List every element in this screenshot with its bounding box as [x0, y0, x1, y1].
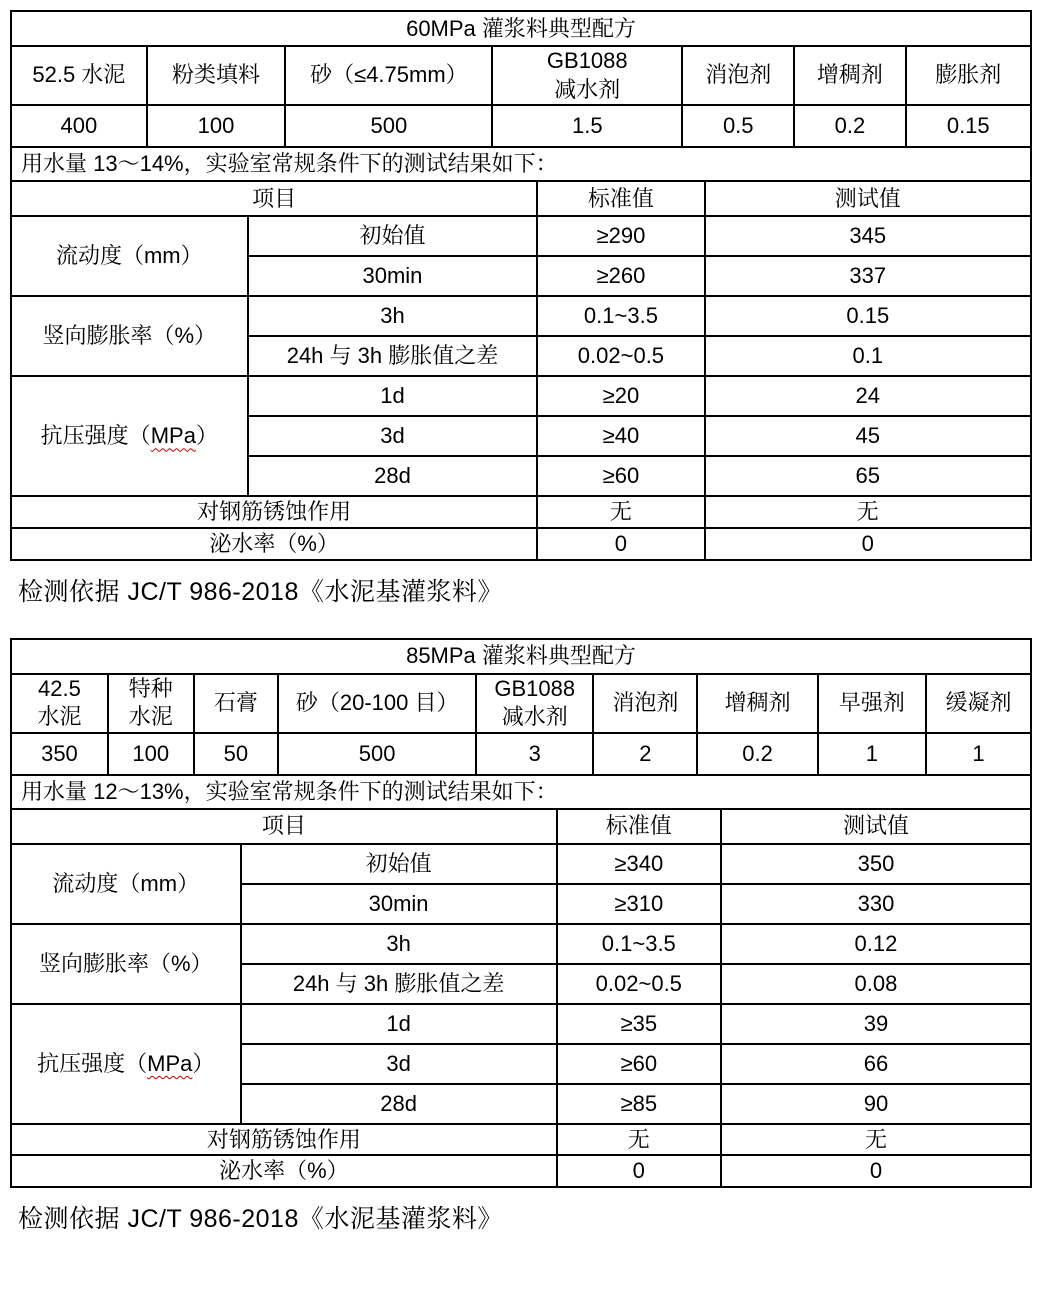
row-group-label: 竖向膨胀率（%）	[11, 924, 241, 1004]
test-value: 90	[721, 1084, 1031, 1124]
value-cell: 2	[593, 733, 697, 775]
column-header: 增稠剂	[697, 674, 817, 733]
row-label: 泌水率（%）	[11, 1155, 557, 1187]
test-value: 0	[721, 1155, 1031, 1187]
standard-value: 0	[537, 528, 704, 560]
standard-value: 0.1~3.5	[557, 924, 721, 964]
column-header: 42.5 水泥	[11, 674, 108, 733]
column-header: 早强剂	[818, 674, 926, 733]
test-value: 0.12	[721, 924, 1031, 964]
column-header: 52.5 水泥	[11, 46, 147, 105]
value-cell: 3	[476, 733, 593, 775]
column-header: 项目	[11, 809, 557, 844]
test-value: 无	[721, 1124, 1031, 1156]
standard-reference-note: 检测依据 JC/T 986-2018《水泥基灌浆料》	[18, 577, 503, 606]
column-header: 缓凝剂	[926, 674, 1031, 733]
standard-reference-note: 检测依据 JC/T 986-2018《水泥基灌浆料》	[18, 1205, 503, 1234]
standard-value: ≥60	[537, 456, 704, 496]
table-60mpa-formula	[10, 10, 1032, 182]
table-60mpa-results	[10, 180, 1032, 560]
table-title: 85MPa 灌浆料典型配方	[11, 639, 1031, 674]
subitem-label: 28d	[241, 1084, 557, 1124]
subitem-label: 3d	[248, 416, 538, 456]
value-cell: 0.15	[906, 105, 1032, 147]
row-label: 泌水率（%）	[11, 528, 537, 560]
row-group-label: 竖向膨胀率（%）	[11, 296, 248, 376]
standard-value: ≥35	[557, 1004, 721, 1044]
standard-value: 0	[557, 1155, 721, 1187]
table-title: 60MPa 灌浆料典型配方	[11, 11, 1031, 46]
standard-value: 0.1~3.5	[537, 296, 704, 336]
spellcheck-underline: MPa	[150, 423, 196, 449]
column-header: 砂（20-100 目）	[278, 674, 476, 733]
column-header: 膨胀剂	[906, 46, 1032, 105]
subitem-label: 初始值	[248, 216, 538, 256]
value-cell: 400	[11, 105, 147, 147]
column-header: GB1088 减水剂	[492, 46, 682, 105]
subitem-label: 3d	[241, 1044, 557, 1084]
standard-value: ≥260	[537, 256, 704, 296]
column-header: 项目	[11, 181, 537, 216]
row-group-label: 流动度（mm）	[11, 844, 241, 924]
column-header: 消泡剂	[593, 674, 697, 733]
standard-value: ≥310	[557, 884, 721, 924]
subitem-label: 初始值	[241, 844, 557, 884]
standard-value: ≥20	[537, 376, 704, 416]
subitem-label: 3h	[248, 296, 538, 336]
test-value: 无	[705, 496, 1031, 528]
water-usage-note: 用水量 13～14%，实验室常规条件下的测试结果如下：	[11, 147, 1031, 181]
standard-value: ≥340	[557, 844, 721, 884]
standard-value: ≥85	[557, 1084, 721, 1124]
test-value: 45	[705, 416, 1031, 456]
subitem-label: 28d	[248, 456, 538, 496]
standard-value: ≥60	[557, 1044, 721, 1084]
test-value: 39	[721, 1004, 1031, 1044]
column-header: 石膏	[194, 674, 279, 733]
subitem-label: 30min	[248, 256, 538, 296]
standard-value: 0.02~0.5	[537, 336, 704, 376]
row-group-label: 抗压强度（MPa）	[11, 376, 248, 496]
value-cell: 1.5	[492, 105, 682, 147]
column-header: 测试值	[705, 181, 1031, 216]
subitem-label: 1d	[248, 376, 538, 416]
standard-value: 无	[537, 496, 704, 528]
row-group-label: 流动度（mm）	[11, 216, 248, 296]
row-group-label: 抗压强度（MPa）	[11, 1004, 241, 1124]
row-label: 对钢筋锈蚀作用	[11, 496, 537, 528]
column-header: 测试值	[721, 809, 1031, 844]
test-value: 337	[705, 256, 1031, 296]
subitem-label: 3h	[241, 924, 557, 964]
subitem-label: 30min	[241, 884, 557, 924]
column-header: 粉类填料	[147, 46, 286, 105]
value-cell: 500	[278, 733, 476, 775]
subitem-label: 1d	[241, 1004, 557, 1044]
column-header: 标准值	[537, 181, 704, 216]
standard-value: ≥290	[537, 216, 704, 256]
test-value: 330	[721, 884, 1031, 924]
test-value: 0.15	[705, 296, 1031, 336]
value-cell: 0.2	[794, 105, 905, 147]
value-cell: 500	[285, 105, 492, 147]
subitem-label: 24h 与 3h 膨胀值之差	[248, 336, 538, 376]
test-value: 345	[705, 216, 1031, 256]
table-85mpa-results	[10, 808, 1032, 1188]
test-value: 0.08	[721, 964, 1031, 1004]
test-value: 0.1	[705, 336, 1031, 376]
test-value: 66	[721, 1044, 1031, 1084]
water-usage-note: 用水量 12～13%，实验室常规条件下的测试结果如下：	[11, 775, 1031, 809]
standard-value: 0.02~0.5	[557, 964, 721, 1004]
column-header: 特种 水泥	[108, 674, 194, 733]
column-header: 标准值	[557, 809, 721, 844]
standard-value: 无	[557, 1124, 721, 1156]
row-label: 对钢筋锈蚀作用	[11, 1124, 557, 1156]
standard-value: ≥40	[537, 416, 704, 456]
section-60mpa	[10, 10, 1032, 608]
test-value: 0	[705, 528, 1031, 560]
test-value: 350	[721, 844, 1031, 884]
section-85mpa	[10, 638, 1032, 1236]
value-cell: 0.5	[682, 105, 794, 147]
column-header: 增稠剂	[794, 46, 905, 105]
subitem-label: 24h 与 3h 膨胀值之差	[241, 964, 557, 1004]
column-header: GB1088 减水剂	[476, 674, 593, 733]
value-cell: 50	[194, 733, 279, 775]
test-value: 24	[705, 376, 1031, 416]
test-value: 65	[705, 456, 1031, 496]
table-85mpa-formula	[10, 638, 1032, 810]
spellcheck-underline: MPa	[147, 1050, 193, 1076]
column-header: 砂（≤4.75mm）	[285, 46, 492, 105]
column-header: 消泡剂	[682, 46, 794, 105]
value-cell: 100	[147, 105, 286, 147]
value-cell: 1	[926, 733, 1031, 775]
value-cell: 350	[11, 733, 108, 775]
value-cell: 1	[818, 733, 926, 775]
value-cell: 100	[108, 733, 194, 775]
value-cell: 0.2	[697, 733, 817, 775]
